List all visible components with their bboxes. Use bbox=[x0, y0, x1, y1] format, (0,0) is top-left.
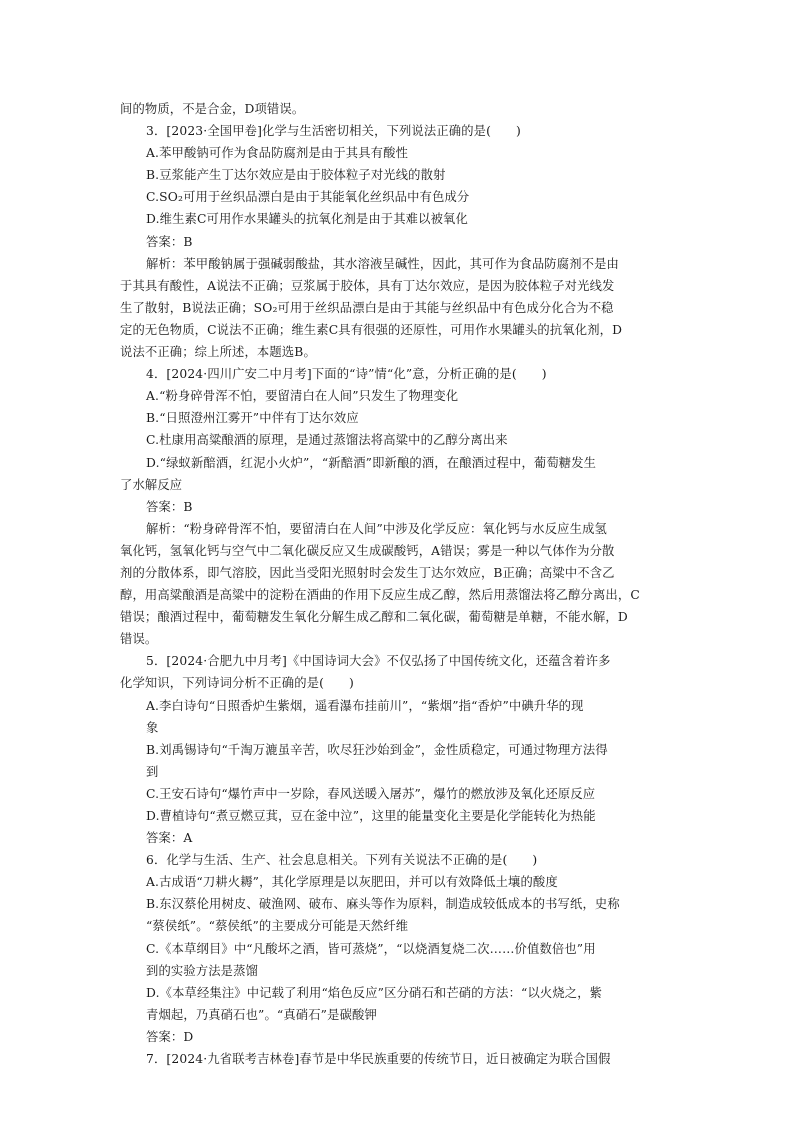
text-line: A.“粉身碎骨浑不怕，要留清白在人间”只发生了物理变化 bbox=[146, 389, 459, 404]
text-line: “蔡侯纸”。“蔡侯纸”的主要成分可能是天然纤维 bbox=[146, 919, 409, 934]
text-line: A.李白诗句“日照香炉生紫烟，遥看瀑布挂前川”，“紫烟”指“香炉”中碘升华的现 bbox=[146, 698, 584, 713]
text-line: 7．[2024·九省联考吉林卷]春节是中华民族重要的传统节日，近日被确定为联合国假 bbox=[146, 1052, 611, 1067]
text-line: A.苯甲酸钠可作为食品防腐剂是由于其具有酸性 bbox=[146, 146, 409, 161]
text-line: 定的无色物质，C说法不正确；维生素C具有很强的还原性，可用作水果罐头的抗氧化剂，D bbox=[120, 322, 623, 337]
text-line: 于其具有酸性，A说法不正确；豆浆属于胶体，具有丁达尔效应，是因为胶体粒子对光线发 bbox=[120, 278, 615, 293]
text-line: 答案：B bbox=[146, 499, 193, 514]
text-line: D.曹植诗句“煮豆燃豆萁，豆在釜中泣”，这里的能量变化主要是化学能转化为热能 bbox=[146, 809, 596, 823]
text-line: 错误；酿酒过程中，葡萄糖发生氧化分解生成乙醇和二氧化碳，葡萄糖是单糖，不能水解，D bbox=[120, 610, 628, 625]
text-line: 4．[2024·四川广安二中月考]下面的“诗”情“化”意，分析正确的是( ) bbox=[146, 367, 547, 382]
text-line: 解析：苯甲酸钠属于强碱弱酸盐，其水溶液呈碱性，因此，其可作为食品防腐剂不是由 bbox=[146, 256, 619, 271]
text-line: D.维生素C可用作水果罐头的抗氧化剂是由于其难以被氧化 bbox=[146, 212, 468, 227]
text-line: 象 bbox=[146, 720, 159, 735]
text-line: A.古成语“刀耕火耨”，其化学原理是以灰肥田，并可以有效降低土壤的酸度 bbox=[146, 875, 558, 890]
text-line: C.SO₂可用于丝织品漂白是由于其能氧化丝织品中有色成分 bbox=[146, 190, 470, 205]
text-line: 氧化钙，氢氧化钙与空气中二氧化碳反应又生成碳酸钙，A错误；雾是一种以气体作为分散 bbox=[120, 543, 615, 558]
text-line: 解析：“粉身碎骨浑不怕，要留清白在人间”中涉及化学反应：氧化钙与水反应生成氢 bbox=[146, 521, 607, 536]
text-line: 生了散射，B说法正确；SO₂可用于丝织品漂白是由于其能与丝织品中有色成分化合为不稳 bbox=[120, 300, 614, 315]
text-line: 6．化学与生活、生产、社会息息相关。下列有关说法不正确的是( ) bbox=[146, 853, 538, 868]
text-line: C.《本草纲目》中“凡酸坏之酒，皆可蒸烧”，“以烧酒复烧二次……价值数倍也”用 bbox=[146, 941, 596, 956]
text-line: 了水解反应 bbox=[120, 477, 183, 492]
text-line: 说法不正确；综上所述，本题选B。 bbox=[120, 345, 316, 360]
text-line: 3．[2023·全国甲卷]化学与生活密切相关，下列说法正确的是( ) bbox=[146, 124, 521, 139]
text-line: 答案：B bbox=[146, 234, 193, 249]
text-line: 剂的分散体系，即气溶胶，因此当受阳光照射时会发生丁达尔效应，B正确；高粱中不含乙 bbox=[120, 565, 615, 580]
text-line: 青烟起，乃真硝石也”。“真硝石”是碳酸钾 bbox=[146, 1007, 377, 1022]
text-line: 答案：A bbox=[146, 831, 193, 846]
text-line: C.杜康用高粱酿酒的原理，是通过蒸馏法将高粱中的乙醇分离出来 bbox=[146, 433, 508, 448]
text-line: B.豆浆能产生丁达尔效应是由于胶体粒子对光线的散射 bbox=[146, 168, 446, 183]
text-line: D.《本草经集注》中记载了利用“焰色反应”区分硝石和芒硝的方法：“以火烧之，紫 bbox=[146, 985, 603, 1000]
text-line: B.东汉蔡伦用树皮、破渔网、破布、麻头等作为原料，制造成较低成本的书写纸，史称 bbox=[146, 897, 620, 912]
text-line: B.刘禹锡诗句“千淘万漉虽辛苦，吹尽狂沙始到金”，金性质稳定，可通过物理方法得 bbox=[146, 742, 608, 757]
text-line: 到的实验方法是蒸馏 bbox=[146, 963, 259, 978]
text-line: 答案：D bbox=[146, 1029, 194, 1044]
document-body bbox=[120, 98, 686, 1070]
text-line: 5．[2024·合肥九中月考]《中国诗词大会》不仅弘扬了中国传统文化，还蕴含着许多 bbox=[146, 654, 611, 669]
text-line: 间的物质，不是合金，D项错误。 bbox=[120, 102, 305, 116]
text-line: 化学知识，下列诗词分析不正确的是( ) bbox=[120, 676, 354, 691]
text-line: B.“日照澄州江雾开”中伴有丁达尔效应 bbox=[146, 411, 359, 426]
text-line: 到 bbox=[146, 764, 159, 779]
text-line: C.王安石诗句“爆竹声中一岁除，春风送暖入屠苏”，爆竹的燃放涉及氧化还原反应 bbox=[146, 786, 596, 801]
text-line: 醇，用高粱酿酒是高粱中的淀粉在酒曲的作用下反应生成乙醇，然后用蒸馏法将乙醇分离出，C bbox=[120, 588, 640, 603]
text-line: 错误。 bbox=[120, 632, 158, 647]
text-line: D.“绿蚁新醅酒，红泥小火炉”，“新醅酒”即新酿的酒，在酿酒过程中，葡萄糖发生 bbox=[146, 455, 597, 470]
